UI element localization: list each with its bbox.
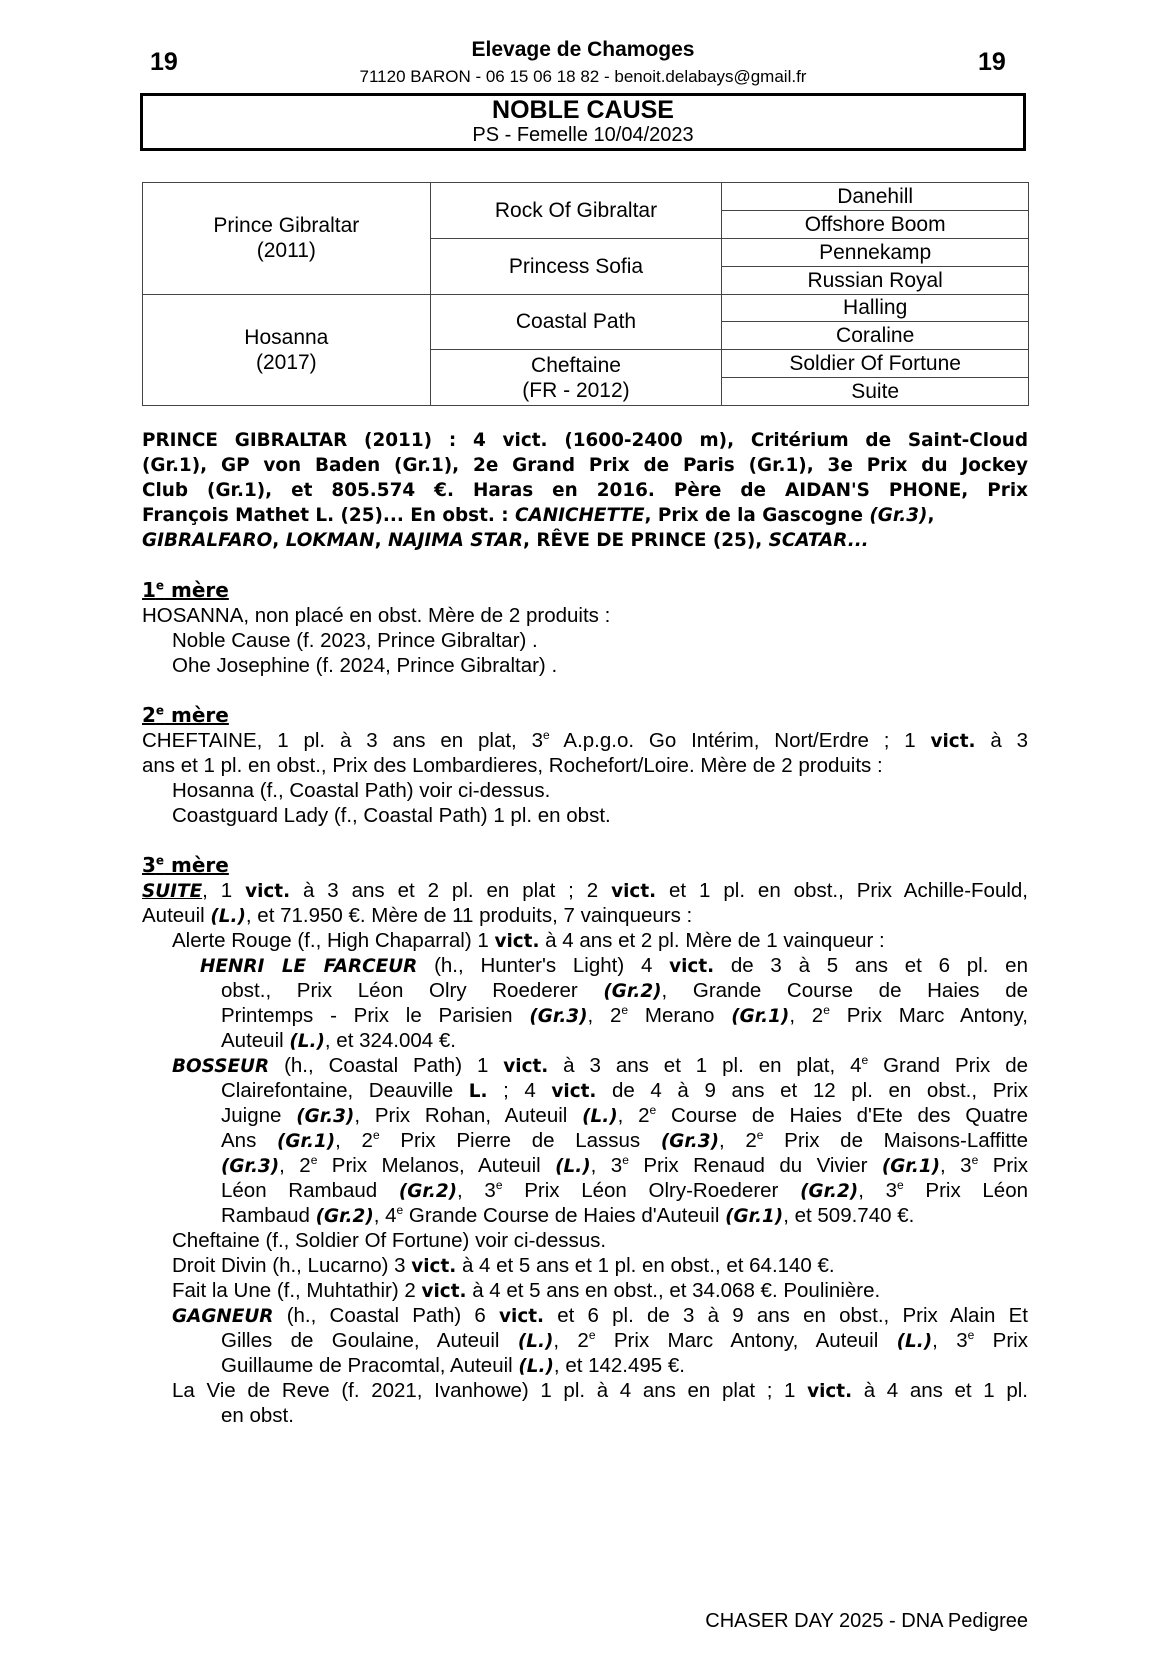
mere2-line-1 — [142, 728, 1028, 755]
sup: e — [495, 1178, 503, 1193]
vict-label: vict. — [411, 1256, 457, 1277]
race-grade: (Gr.3) — [296, 1106, 355, 1127]
g3-cell-4: Russian Royal — [722, 266, 1029, 294]
text-run: à 4 et 5 ans en obst., et 34.068 €. Poulinière. — [466, 1279, 881, 1302]
sire-name: Prince Gibraltar — [213, 214, 360, 238]
text-run: , 2 — [587, 1004, 622, 1027]
race-grade: (L.) — [518, 1356, 554, 1377]
horse-title-box — [140, 93, 1026, 151]
race-grade: (L.) — [555, 1156, 591, 1177]
horse-name: NOBLE CAUSE — [492, 96, 674, 124]
text-run: de 3 à 5 ans et 6 pl. en — [714, 954, 1028, 977]
sire-notes-line-5 — [142, 528, 869, 554]
text-run: , — [272, 530, 286, 551]
text-run: Prix Marc Antony, — [829, 1004, 1028, 1027]
g3-cell-5: Halling — [722, 294, 1029, 322]
dam-dam-cell — [430, 350, 722, 406]
vict-label: vict. — [807, 1381, 853, 1402]
race-grade: (L.) — [582, 1106, 618, 1127]
sup: e — [372, 1128, 380, 1143]
text-run: , 1 — [202, 879, 246, 902]
sup: e — [756, 1128, 764, 1143]
dam-cell — [143, 294, 431, 406]
race-grade: L. — [468, 1081, 488, 1102]
text-run: A.p.g.o. Go Intérim, Nort/Erdre ; 1 — [549, 729, 931, 752]
vict-label: vict. — [551, 1081, 597, 1102]
race-grade: (Gr.3) — [529, 1006, 588, 1027]
lot-number-left: 19 — [150, 48, 178, 76]
text-run: , Prix Rohan, Auteuil — [354, 1104, 583, 1127]
race-grade: (Gr.2) — [315, 1206, 374, 1227]
text-run: Prix Léon — [903, 1179, 1029, 1202]
text-run: , 2 — [789, 1004, 824, 1027]
mere2-line-4: Coastguard Lady (f., Coastal Path) 1 pl. en obst. — [172, 804, 611, 827]
mere3-line-1 — [142, 878, 1028, 905]
text-run: , et 142.495 €. — [553, 1354, 685, 1377]
fait-la-une-line — [172, 1278, 880, 1305]
race-grade: (L.) — [289, 1031, 325, 1052]
text-run: Merano — [628, 1004, 732, 1027]
text-run: , — [374, 530, 388, 551]
race-grade: (Gr.1) — [881, 1156, 941, 1177]
text-run: de 4 à 9 ans et 12 pl. en obst., Prix — [596, 1079, 1028, 1102]
henri-line-4 — [221, 1028, 456, 1055]
race-grade: (Gr.1) — [725, 1206, 784, 1227]
text-run: à 3 ans et 1 pl. en plat, 4 — [548, 1054, 862, 1077]
gagneur-line-3 — [221, 1353, 685, 1380]
horse-name: GAGNEUR — [172, 1306, 274, 1327]
race-grade: (Gr.2) — [603, 981, 662, 1002]
text-run: (h., Coastal Path) 1 — [269, 1054, 504, 1077]
vict-label: vict. — [421, 1281, 467, 1302]
text-run: Juigne — [221, 1104, 297, 1127]
pedigree-table — [142, 182, 1029, 406]
la-vie-de-reve-line-1 — [172, 1378, 1028, 1405]
bosseur-line-4 — [221, 1128, 1028, 1155]
horse-name: HENRI LE FARCEUR — [200, 956, 418, 977]
dam-dam-origin: (FR - 2012) — [522, 378, 630, 402]
text-run: Prix Marc Antony, Auteuil — [595, 1329, 897, 1352]
lot-number-right: 19 — [978, 48, 1006, 76]
bosseur-line-7 — [221, 1203, 914, 1230]
g3-cell-2: Offshore Boom — [722, 210, 1029, 238]
race-grade: (Gr.1) — [731, 1006, 790, 1027]
race-grade: (Gr.1) — [277, 1131, 336, 1152]
mere1-line-2: Noble Cause (f. 2023, Prince Gibraltar) . — [172, 629, 538, 652]
footer: CHASER DAY 2025 - DNA Pedigree — [705, 1610, 1028, 1632]
heading-sup: e — [155, 853, 165, 868]
bosseur-line-6 — [221, 1178, 1028, 1205]
race-grade: (L.) — [896, 1331, 933, 1352]
text-run: à 3 — [975, 729, 1028, 752]
race-grade: (Gr.3) — [869, 505, 928, 526]
text-run: , 2 — [553, 1329, 589, 1352]
text-run: CHEFTAINE, 1 pl. à 3 ans en plat, 3 — [142, 729, 543, 752]
mere1-line-3: Ohe Josephine (f. 2024, Prince Gibraltar) . — [172, 654, 558, 677]
text-run: , 3 — [590, 1154, 623, 1177]
dam-dam-name: Cheftaine — [531, 353, 621, 377]
sup: e — [588, 1328, 596, 1343]
text-run: , 3 — [858, 1179, 898, 1202]
sire-year: (2011) — [256, 239, 316, 263]
text-run: Grand Prix de — [868, 1054, 1029, 1077]
g3-cell-6: Coraline — [722, 322, 1029, 350]
text-run: (h., Hunter's Light) 4 — [417, 954, 670, 977]
text-run: Fait la Une (f., Muhtathir) 2 — [172, 1279, 422, 1302]
text-run: Clairefontaine, Deauville — [221, 1079, 469, 1102]
text-run: , 4 — [373, 1204, 397, 1227]
text-run: , 2 — [279, 1154, 311, 1177]
sire-notes-line-4 — [142, 503, 934, 529]
text-run: Printemps - Prix le Parisien — [221, 1004, 530, 1027]
henri-line-3 — [221, 1003, 1028, 1030]
sup: e — [396, 1203, 404, 1218]
text-run: , 2 — [335, 1129, 373, 1152]
text-run: Auteuil — [142, 904, 211, 927]
text-run: , 3 — [932, 1329, 968, 1352]
offspring-name: SCATAR... — [768, 530, 869, 551]
text-run: Prix Léon Olry-Roederer — [502, 1179, 801, 1202]
mere2-line-2: ans et 1 pl. en obst., Prix des Lombardieres, Rochefort/Loire. Mère de 2 produits : — [142, 754, 883, 777]
la-vie-de-reve-line-2: en obst. — [221, 1404, 294, 1427]
sup: e — [897, 1178, 904, 1193]
gagneur-line-2 — [221, 1328, 1028, 1355]
sup: e — [622, 1153, 629, 1168]
mere1-heading — [142, 578, 229, 604]
sup: e — [967, 1328, 975, 1343]
text-run: , Prix de la Gascogne — [644, 505, 870, 526]
mere3-heading — [142, 853, 229, 879]
bosseur-line-1 — [172, 1053, 1028, 1080]
text-run: , 3 — [940, 1154, 972, 1177]
race-grade: (Gr.2) — [800, 1181, 859, 1202]
vict-label: vict. — [930, 731, 976, 752]
sup: e — [621, 1003, 629, 1018]
sup: e — [649, 1103, 657, 1118]
text-run: Prix — [974, 1329, 1028, 1352]
text-run: Guillaume de Pracomtal, Auteuil — [221, 1354, 519, 1377]
bosseur-line-2 — [221, 1078, 1028, 1105]
mere3-line-2 — [142, 903, 692, 930]
sire-notes-line-3: Club (Gr.1), et 805.574 €. Haras en 2016. Père de AIDAN'S PHONE, Prix — [142, 480, 1028, 501]
text-run: , et 71.950 €. Mère de 11 produits, 7 vainqueurs : — [245, 904, 693, 927]
text-run: Prix de Maisons-Laffitte — [763, 1129, 1028, 1152]
text-run: et 6 pl. de 3 à 9 ans en obst., Prix Alain Et — [544, 1304, 1028, 1327]
race-grade: (Gr.3) — [221, 1156, 280, 1177]
heading-sup: e — [155, 703, 165, 718]
sire-notes-line-1: PRINCE GIBRALTAR (2011) : 4 vict. (1600-2400 m), Critérium de Saint-Cloud — [142, 430, 1028, 451]
text-run: Gilles de Goulaine, Auteuil — [221, 1329, 518, 1352]
text-run: à 4 ans et 2 pl. Mère de 1 vainqueur : — [539, 929, 885, 952]
text-run: François Mathet L. (25)... En obst. : — [142, 505, 516, 526]
dam-sire-cell: Coastal Path — [430, 294, 722, 350]
horse-name: BOSSEUR — [172, 1056, 270, 1077]
vict-label: vict. — [669, 956, 715, 977]
text-run: , et 509.740 €. — [783, 1204, 915, 1227]
heading-word: mère — [164, 578, 229, 602]
race-grade: (L.) — [517, 1331, 554, 1352]
text-run: Course de Haies d'Ete des Quatre — [656, 1104, 1029, 1127]
text-run: , 2 — [719, 1129, 757, 1152]
sup: e — [310, 1153, 318, 1168]
vict-label: vict. — [611, 881, 657, 902]
dam-name: Hosanna — [244, 325, 329, 349]
offspring-name: CANICHETTE — [515, 505, 645, 526]
text-run: , 2 — [617, 1104, 650, 1127]
text-run: obst., Prix Léon Olry Roederer — [221, 979, 604, 1002]
sire-sire-cell: Rock Of Gibraltar — [430, 183, 722, 239]
text-run: Prix Renaud du Vivier — [628, 1154, 882, 1177]
gagneur-line-1 — [172, 1303, 1028, 1330]
vict-label: vict. — [245, 881, 291, 902]
text-run: La Vie de Reve (f. 2021, Ivanhowe) 1 pl. à 4 ans en plat ; 1 — [172, 1379, 808, 1402]
g3-cell-3: Pennekamp — [722, 238, 1029, 266]
text-run: à 4 et 5 ans et 1 pl. en obst., et 64.140 €. — [456, 1254, 835, 1277]
dam-year: (2017) — [255, 350, 317, 374]
heading-word: mère — [164, 703, 229, 727]
mere2-heading — [142, 703, 229, 729]
text-run: à 3 ans et 2 pl. en plat ; 2 — [290, 879, 612, 902]
race-grade: (Gr.2) — [398, 1181, 458, 1202]
text-run: , et 324.004 €. — [324, 1029, 456, 1052]
sup: e — [543, 728, 550, 743]
mere2-line-3: Hosanna (f., Coastal Path) voir ci-dessus. — [172, 779, 551, 802]
heading-num: 1 — [142, 578, 156, 602]
vict-label: vict. — [503, 1056, 549, 1077]
g3-cell-7: Soldier Of Fortune — [722, 350, 1029, 378]
cheftaine-line: Cheftaine (f., Soldier Of Fortune) voir ci-dessus. — [172, 1229, 607, 1252]
offspring-name: LOKMAN — [285, 530, 375, 551]
text-run: Prix — [978, 1154, 1029, 1177]
droit-divin-line — [172, 1253, 835, 1280]
text-run: , 3 — [457, 1179, 496, 1202]
text-run: Ans — [221, 1129, 278, 1152]
text-run: Rambaud — [221, 1204, 316, 1227]
heading-num: 2 — [142, 703, 156, 727]
sup: e — [971, 1153, 979, 1168]
vict-label: vict. — [499, 1306, 545, 1327]
henri-line-1 — [200, 953, 1028, 980]
text-run: , — [927, 505, 935, 526]
race-grade: (L.) — [210, 906, 246, 927]
sire-dam-cell: Princess Sofia — [430, 238, 722, 294]
text-run: Auteuil — [221, 1029, 290, 1052]
sire-cell — [143, 183, 431, 295]
race-grade: (Gr.3) — [660, 1131, 719, 1152]
bosseur-line-5 — [221, 1153, 1028, 1180]
heading-sup: e — [155, 578, 165, 593]
text-run: Prix Melanos, Auteuil — [317, 1154, 556, 1177]
text-run: Droit Divin (h., Lucarno) 3 — [172, 1254, 412, 1277]
text-run: , RÊVE DE PRINCE (25), — [522, 530, 769, 551]
mere1-line-1: HOSANNA, non placé en obst. Mère de 2 produits : — [142, 604, 611, 627]
heading-word: mère — [164, 853, 229, 877]
vict-label: vict. — [494, 931, 540, 952]
sup: e — [823, 1003, 830, 1018]
text-run: Prix Pierre de Lassus — [379, 1129, 661, 1152]
text-run: Alerte Rouge (f., High Chaparral) 1 — [172, 929, 495, 952]
dam-name: SUITE — [142, 881, 203, 902]
breeder-contact: 71120 BARON - 06 15 06 18 82 - benoit.delabays@gmail.fr — [359, 67, 807, 86]
heading-num: 3 — [142, 853, 156, 877]
henri-line-2 — [221, 978, 1028, 1005]
breeder-name: Elevage de Chamoges — [471, 38, 695, 61]
offspring-name: NAJIMA STAR — [387, 530, 523, 551]
text-run: Grande Course de Haies d'Auteuil — [403, 1204, 726, 1227]
text-run: Léon Rambaud — [221, 1179, 399, 1202]
g3-cell-1: Danehill — [722, 183, 1029, 211]
offspring-name: GIBRALFARO — [142, 530, 273, 551]
bosseur-line-3 — [221, 1103, 1028, 1130]
horse-details: PS - Femelle 10/04/2023 — [472, 124, 694, 146]
text-run: à 4 ans et 1 pl. — [852, 1379, 1028, 1402]
sup: e — [861, 1053, 869, 1068]
text-run: , Grande Course de Haies de — [661, 979, 1028, 1002]
sire-notes-line-2: (Gr.1), GP von Baden (Gr.1), 2e Grand Prix de Paris (Gr.1), 3e Prix du Jockey — [142, 455, 1028, 476]
text-run: ; 4 — [487, 1079, 552, 1102]
g3-cell-8: Suite — [722, 378, 1029, 406]
text-run: (h., Coastal Path) 6 — [273, 1304, 500, 1327]
text-run: et 1 pl. en obst., Prix Achille-Fould, — [656, 879, 1028, 902]
mere3-line-3 — [172, 928, 885, 955]
